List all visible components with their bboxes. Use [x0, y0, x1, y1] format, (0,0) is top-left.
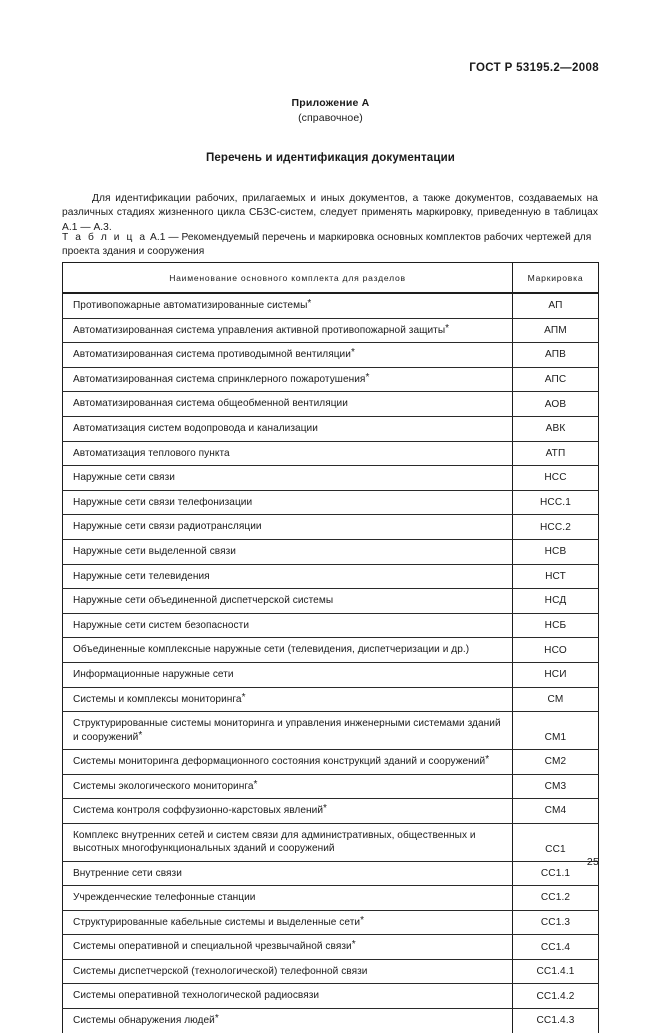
footnote-asterisk: *	[307, 298, 312, 309]
table-row	[63, 749, 599, 774]
table-row	[63, 294, 599, 319]
complex-name-text: Наружные сети связи радиотрансляции	[73, 521, 262, 533]
cell-marking: СМ2	[513, 749, 599, 774]
cell-complex-name	[63, 589, 513, 614]
table-row	[63, 392, 599, 417]
cell-marking: СС1	[513, 823, 599, 861]
complex-name-text: Наружные сети телевидения	[73, 570, 210, 582]
cell-complex-name	[63, 1009, 513, 1033]
complex-name-text: Автоматизация систем водопровода и канализации	[73, 422, 318, 434]
cell-marking: СС1.4	[513, 935, 599, 960]
footnote-asterisk: *	[485, 753, 490, 765]
table-caption	[62, 231, 598, 259]
column-header-name: Наименование основного комплекта для разделов	[63, 263, 513, 294]
complex-name-text: Системы мониторинга деформационного состояния конструкций зданий и сооружений	[73, 755, 486, 767]
cell-complex-name	[63, 318, 513, 343]
cell-complex-name	[63, 490, 513, 515]
cell-marking: НСС.2	[513, 515, 599, 540]
standard-reference-header: ГОСТ Р 53195.2—2008	[469, 62, 599, 74]
cell-marking: АОВ	[513, 392, 599, 417]
complex-name-text: Автоматизированная система противодымной вентиляции	[73, 349, 351, 361]
table-row	[63, 564, 599, 589]
table-row	[63, 662, 599, 687]
complex-name-text: Системы экологического мониторинга	[73, 780, 254, 792]
specification-table-wrapper	[62, 262, 598, 1033]
cell-marking: НСД	[513, 589, 599, 614]
complex-name-text: Противопожарные автоматизированные системы	[73, 300, 308, 311]
cell-complex-name	[63, 392, 513, 417]
footnote-asterisk: *	[350, 347, 355, 359]
cell-marking: СС1.4.2	[513, 984, 599, 1009]
cell-marking: СМ1	[513, 712, 599, 750]
cell-complex-name	[63, 886, 513, 911]
footnote-asterisk: *	[323, 803, 328, 815]
cell-complex-name	[63, 416, 513, 441]
cell-marking: СС1.1	[513, 861, 599, 886]
table-row	[63, 910, 599, 935]
complex-name-text: Системы и комплексы мониторинга	[73, 693, 242, 705]
cell-marking: АПВ	[513, 343, 599, 368]
table-row	[63, 589, 599, 614]
cell-complex-name	[63, 935, 513, 960]
footnote-asterisk: *	[214, 1013, 219, 1025]
complex-name-text: Системы оперативной и специальной чрезвычайной связи	[73, 941, 352, 953]
table-row	[63, 959, 599, 984]
table-row	[63, 318, 599, 343]
cell-marking: НСТ	[513, 564, 599, 589]
cell-marking: НСС.1	[513, 490, 599, 515]
cell-complex-name	[63, 910, 513, 935]
table-caption-label: Т а б л и ц а	[62, 232, 148, 243]
complex-name-text: Структурированные системы мониторинга и управления инженерными системами зданий и сооружений	[73, 718, 501, 743]
table-header	[63, 263, 599, 294]
footnote-asterisk: *	[241, 691, 246, 703]
table-caption-number: А.1 —	[147, 232, 182, 243]
complex-name-text: Структурированные кабельные системы и выделенные сети	[73, 916, 361, 928]
cell-complex-name	[63, 984, 513, 1009]
annex-subtitle: (справочное)	[298, 112, 363, 124]
cell-complex-name	[63, 823, 513, 861]
table-row	[63, 935, 599, 960]
table-row	[63, 774, 599, 799]
cell-marking: СС1.4.1	[513, 959, 599, 984]
complex-name-text: Системы обнаружения людей	[73, 1015, 215, 1027]
table-row	[63, 416, 599, 441]
cell-complex-name	[63, 343, 513, 368]
complex-name-text: Системы оперативной технологической радиосвязи	[73, 990, 320, 1002]
annex-title: Приложение А	[291, 97, 370, 109]
cell-marking: СС1.2	[513, 886, 599, 911]
complex-name-text: Наружные сети связи	[73, 472, 175, 484]
page-number: 25	[586, 856, 599, 868]
complex-name-text: Автоматизированная система спринклерного пожаротушения	[73, 373, 366, 385]
complex-name-text: Наружные сети выделенной связи	[73, 545, 236, 557]
cell-marking: АПС	[513, 367, 599, 392]
footnote-asterisk: *	[360, 914, 365, 926]
table-row	[63, 687, 599, 712]
complex-name-text: Наружные сети систем безопасности	[73, 619, 250, 631]
complex-name-text: Система контроля соффузионно-карстовых явлений	[73, 805, 324, 817]
footnote-asterisk: *	[445, 322, 450, 334]
cell-marking: СМ3	[513, 774, 599, 799]
cell-complex-name	[63, 861, 513, 886]
cell-complex-name	[63, 613, 513, 638]
table-row	[63, 515, 599, 540]
annex-heading	[0, 96, 661, 126]
footnote-asterisk: *	[365, 371, 370, 383]
section-title: Перечень и идентификация документации	[205, 152, 456, 164]
cell-marking: АВК	[513, 416, 599, 441]
cell-marking: НСИ	[513, 662, 599, 687]
cell-marking: СМ4	[513, 799, 599, 824]
cell-complex-name	[63, 687, 513, 712]
cell-complex-name	[63, 799, 513, 824]
cell-marking: АТП	[513, 441, 599, 466]
table-row	[63, 984, 599, 1009]
cell-marking: НСС	[513, 466, 599, 491]
table-caption-text: Рекомендуемый перечень и маркировка основных комплектов рабочих чертежей для проекта здания и сооружения	[62, 232, 592, 257]
table-row	[63, 823, 599, 861]
cell-complex-name	[63, 564, 513, 589]
table-row	[63, 441, 599, 466]
cell-marking: СМ	[513, 687, 599, 712]
cell-marking: СС1.3	[513, 910, 599, 935]
table-row	[63, 613, 599, 638]
complex-name-text: Комплекс внутренних сетей и систем связи для административных, общественных и высотных многофункциональных зданий и сооружений	[73, 829, 476, 855]
cell-marking: АП	[513, 294, 599, 319]
table-row	[63, 343, 599, 368]
complex-name-text: Наружные сети связи телефонизации	[73, 496, 253, 508]
table-row	[63, 799, 599, 824]
complex-name-text: Внутренние сети связи	[73, 867, 182, 879]
complex-name-text: Информационные наружные сети	[73, 668, 234, 680]
specification-table	[62, 262, 599, 1033]
cell-marking: СС1.4.3	[536, 1015, 575, 1027]
table-row	[63, 886, 599, 911]
cell-complex-name	[63, 662, 513, 687]
table-row	[63, 861, 599, 886]
footnote-asterisk: *	[253, 778, 258, 790]
cell-complex-name	[63, 749, 513, 774]
complex-name-text: Автоматизированная система управления активной противопожарной защиты	[73, 324, 446, 336]
cell-complex-name	[63, 367, 513, 392]
complex-name-text: Системы диспетчерской (технологической) телефонной связи	[73, 965, 368, 977]
table-body	[63, 294, 599, 1033]
table-row	[63, 712, 599, 750]
complex-name-text: Объединенные комплексные наружные сети (телевидения, диспетчеризации и др.)	[73, 644, 470, 656]
complex-name-text: Автоматизация теплового пункта	[73, 447, 230, 459]
cell-complex-name	[63, 959, 513, 984]
column-header-marking: Маркировка	[513, 263, 599, 294]
footnote-asterisk: *	[138, 729, 143, 741]
complex-name-text: Учрежденческие телефонные станции	[73, 892, 256, 904]
footnote-asterisk: *	[351, 939, 356, 951]
cell-complex-name	[63, 712, 513, 750]
cell-marking: НСО	[513, 638, 599, 663]
cell-complex-name	[63, 638, 513, 663]
cell-complex-name	[63, 515, 513, 540]
cell-complex-name	[63, 774, 513, 799]
table-row	[63, 490, 599, 515]
cell-marking: НСБ	[513, 613, 599, 638]
complex-name-text: Автоматизированная система общеобменной вентиляции	[73, 398, 348, 410]
cell-marking: НСВ	[513, 539, 599, 564]
table-row	[63, 539, 599, 564]
cell-marking: АПМ	[513, 318, 599, 343]
table-row	[63, 638, 599, 663]
cell-complex-name	[63, 466, 513, 491]
table-row	[63, 466, 599, 491]
cell-complex-name	[63, 539, 513, 564]
complex-name-text: Наружные сети объединенной диспетчерской системы	[73, 595, 334, 607]
cell-complex-name	[63, 441, 513, 466]
table-row	[63, 367, 599, 392]
cell-complex-name	[63, 294, 513, 319]
table-header-row	[63, 263, 599, 294]
intro-paragraph: Для идентификации рабочих, прилагаемых и иных документов, а также документов, создаваемых на различных стадиях жизненного цикла СБЗС-систем, следует применять маркировку, приведенную в таблицах А.1 — А.3.	[62, 193, 598, 233]
table-row	[63, 1009, 599, 1033]
